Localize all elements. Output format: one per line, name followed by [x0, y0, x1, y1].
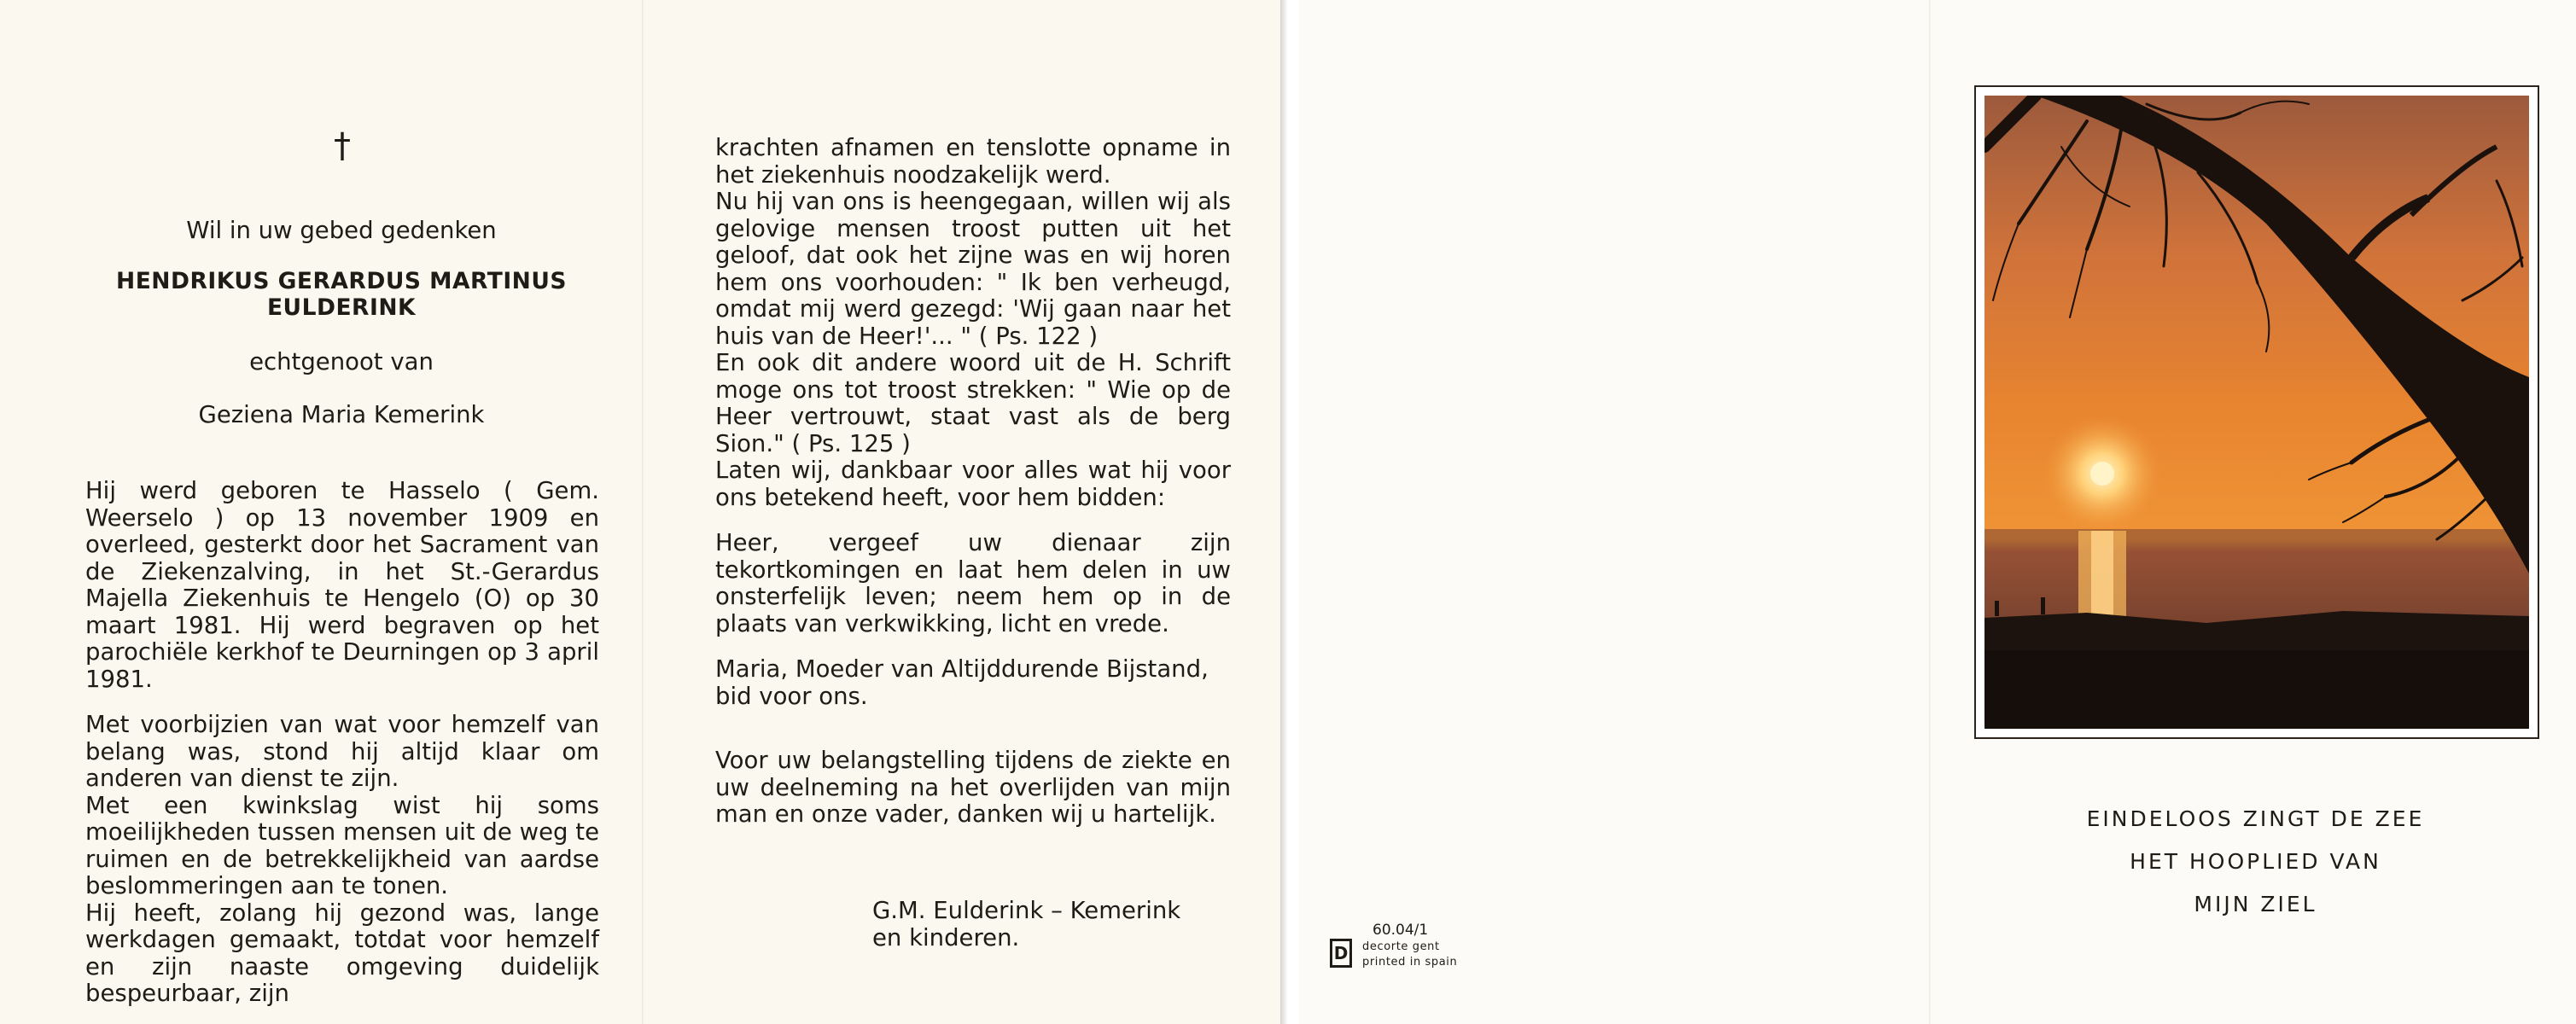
name-line-2: EULDERINK	[266, 294, 417, 321]
continuation-paragraph: Nu hij van ons is heengegaan, willen wij als gelovige mensen troost putten uit het geloof, dat ook het zijne was en wij horen hem ons voorhouden: " Ik ben verheugd, omdat mij werd gezegd: 'Wij gaan naar het huis van de Heer!'... " ( Ps. 122 )	[715, 188, 1231, 350]
continuation-paragraph: En ook dit andere woord uit de H. Schrift moge ons tot troost strekken: " Wie op de Heer vertrouwt, staat vast als de berg Sion." ( Ps. 125 )	[715, 349, 1231, 457]
marian-prayer-line-2: bid voor ons.	[715, 682, 868, 710]
biography-paragraph: Hij heeft, zolang hij gezond was, lange werkdagen gemaakt, totdat voor hemzelf en zijn naaste omgeving duidelijk bespeurbaar, zijn	[85, 899, 599, 1007]
signature	[872, 898, 1180, 951]
continuation-text	[715, 135, 1231, 829]
printer-name: decorte gent	[1362, 940, 1440, 953]
fold-line-right	[1929, 0, 1931, 1024]
continuation-paragraph: krachten afnamen en tenslotte opname in het ziekenhuis noodzakelijk werd.	[715, 134, 1231, 189]
marian-prayer-line-1: Maria, Moeder van Altijddurende Bijstand,	[715, 655, 1209, 683]
printer-mark	[1330, 922, 1518, 973]
printer-code: 60.04/1	[1373, 922, 1429, 939]
sunset-photo-frame	[1974, 85, 2539, 739]
printer-origin: printed in spain	[1362, 956, 1458, 969]
verse-line-3: MIJN ZIEL	[2194, 892, 2317, 916]
verse-line-1: EINDELOOS ZINGT DE ZEE	[2086, 806, 2425, 831]
spouse-label: echtgenoot van	[249, 348, 434, 375]
thanks-text: Voor uw belangstelling tijdens de ziekte en uw deelneming na het overlijden van mijn man en onze vader, danken wij u hartelijk.	[715, 747, 1231, 828]
biography-paragraph: Met voorbijzien van wat voor hemzelf van belang was, stond hij altijd klaar om anderen van dienst te zijn.	[85, 711, 599, 792]
biography-paragraph: Hij werd geboren te Hasselo ( Gem. Weerselo ) op 13 november 1909 en overleed, gesterkt door het Sacrament van de Ziekenzalving, in het St.-Gerardus Majella Ziekenhuis te Hengelo (O) op 30 maart 1981. Hij werd begraven op het parochiële kerkhof te Deurningen op 3 april 1981.	[85, 477, 599, 693]
intro-text: Wil in uw gebed gedenken	[186, 217, 497, 244]
spouse-name: Geziena Maria Kemerink	[198, 401, 485, 428]
printer-logo-icon: D	[1330, 939, 1352, 968]
deceased-name	[85, 268, 597, 321]
sunset-photo	[1984, 96, 2529, 729]
fold-line-left	[642, 0, 644, 1024]
cover-verse	[1989, 798, 2522, 926]
prayer-text: Heer, vergeef uw dienaar zijn tekortkomingen en laat hem delen in uw onsterfelijk leven; neem hem op in de plaats van verkwikking, licht en vrede.	[715, 529, 1231, 637]
card-gap	[1280, 0, 1299, 1024]
signature-line-1: G.M. Eulderink – Kemerink	[872, 897, 1181, 924]
name-line-1: HENDRIKUS GERARDUS MARTINUS	[116, 268, 567, 294]
verse-line-2: HET HOOPLIED VAN	[2130, 849, 2381, 874]
signature-line-2: en kinderen.	[872, 923, 1020, 951]
cross-icon: †	[334, 126, 351, 166]
biography-paragraph: Met een kwinkslag wist hij soms moeilijkheden tussen mensen uit de weg te ruimen en de betrekkelijkheid van aardse beslommeringen aan te tonen.	[85, 791, 599, 899]
continuation-paragraph: Laten wij, dankbaar voor alles wat hij voor ons betekend heeft, voor hem bidden:	[715, 457, 1231, 511]
biography	[85, 478, 599, 1008]
